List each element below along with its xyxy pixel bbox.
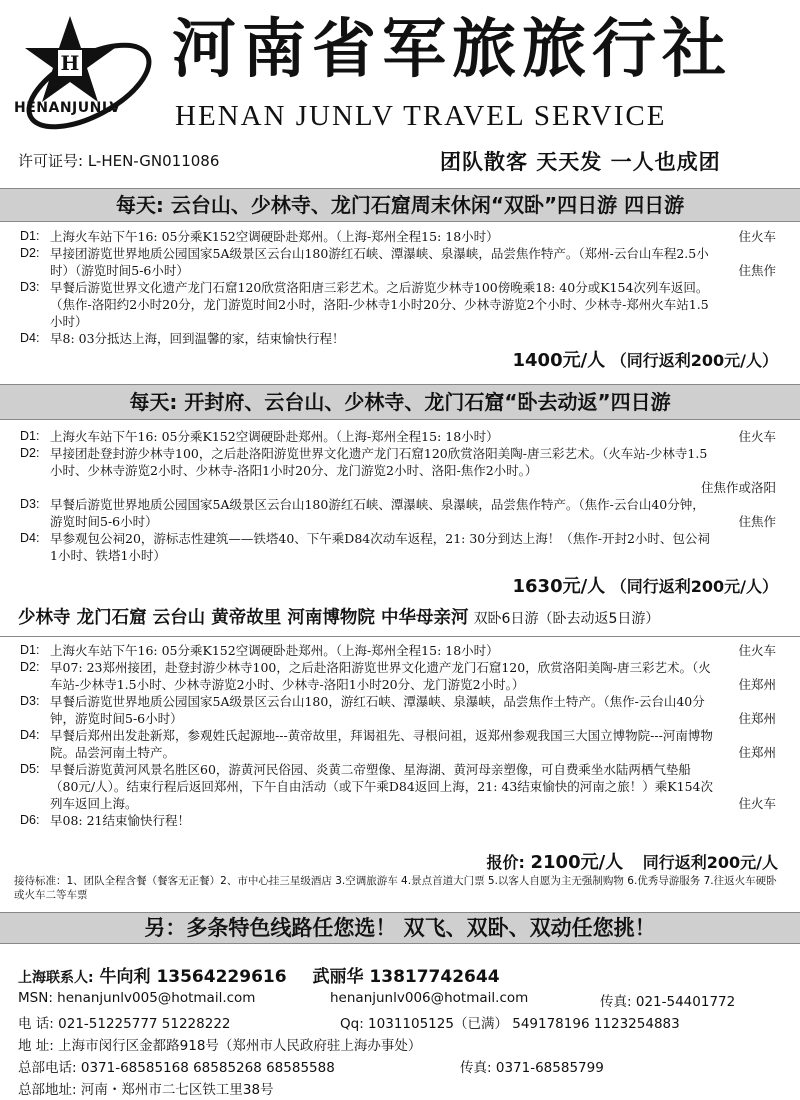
address-label: 地 址: [18,1038,54,1054]
qq-label: Qq: [340,1016,364,1032]
stay-location: 住焦作 [738,514,776,529]
logo-mark: H [60,51,80,75]
day-text: 早餐后郑州出发赴新郑，参观姓氏起源地---黄帝故里，拜谒祖先、寻根问祖，返郑州参观我国三大国立博物院---河南博物院。品尝河南土特产。 [50,728,713,760]
msn-row-2 [330,990,528,1006]
day-text: 早07: 23郑州接团，赴登封游少林寺100，之后赴洛阳游览世界文化遗产龙门石窟120，欣赏洛阳美陶-唐三彩艺术。（火车站-少林寺1.5小时、少林寺游览2小时、少林寺-洛阳1小时20分、龙门游览2小时。） [50,660,711,692]
price-label: 报价: [486,853,525,872]
day-text: 早8: 03分抵达上海，回到温馨的家，结束愉快行程！ [50,331,345,346]
tour1-title: 每天: 云台山、少林寺、龙门石窟周末休闲“双卧”四日游 四日游 [115,193,685,217]
msn-row [18,990,255,1006]
itinerary-row [14,279,786,330]
promo-text: 另：多条特色线路任您选！ 双飞、双卧、双动任您挑！ [144,916,656,940]
star-logo-icon [14,14,164,134]
day-label: D4: [20,728,40,742]
fax-row [600,990,735,1010]
tour3-price [487,848,778,874]
service-standards: 接待标准：1、团队全程含餐（餐客无正餐）2、市中心挂三星级酒店 3.空调旅游车 4.景点首道大门票 5.以客人自愿为主无强制购物 6.优秀导游服务 7.往返火车硬卧或火车二等车票 [14,875,777,901]
day-text: 早餐后游览世界文化遗产龙门石窟120欣赏洛阳唐三彩艺术。之后游览少林寺100傍晚乘18: 40分或K154次列车返回。（焦作-洛阳约2小时20分，龙门游览时间2小时，洛阳-少林寺1小时20分、少林寺游览2个小时、少林寺-郑州火车站1.5小时） [50,280,709,329]
stay-location: 住火车 [738,796,776,811]
stay-location: 住郑州 [738,711,776,726]
slogan: 团队散客 天天发 一人也成团 [440,150,721,174]
phone-label: 电 话: [18,1016,54,1032]
day-label: D4: [20,331,40,345]
company-name-cn: 河南省军旅旅行社 [172,12,732,87]
day-label: D3: [20,694,40,708]
price-value: 1630元/人 [512,576,606,597]
fax-number: 021-54401772 [635,994,736,1010]
price-note: 同行返利200元/人 [642,853,778,872]
promo-band [0,912,800,944]
stay-location: 住火车 [738,643,776,658]
day-text: 上海火车站下午16: 05分乘K152空调硬卧赴郑州。（上海-郑州全程15: 18小时） [50,643,499,658]
day-text: 早餐后游览世界地质公园国家5A级景区云台山180游红石峡、潭瀑峡、泉瀑峡，品尝焦作特产。（焦作-云台山40分钟，游览时间5-6小时） [50,497,705,529]
day-label: D6: [20,813,40,827]
day-label: D5: [20,762,40,776]
hq-fax-number: 0371-68585799 [495,1060,604,1076]
license-number: 许可证号: L-HEN-GN011086 [18,152,220,170]
company-name-en: HENAN JUNLV TRAVEL SERVICE [175,100,667,132]
divider [0,636,800,637]
day-label: D1: [20,229,40,243]
tour1-price [513,346,779,372]
stay-location: 住火车 [738,429,776,444]
contact-person: 牛向利 13564229616 [99,967,287,987]
day-label: D2: [20,446,40,460]
stay-location: 住郑州 [738,745,776,760]
day-text: 早08: 21结束愉快行程！ [50,813,190,828]
day-label: D3: [20,280,40,294]
hq-address-row [18,1078,274,1098]
itinerary-row [14,330,786,347]
phone-number: 021-51225777 51228222 [58,1016,231,1032]
contact-label: 上海联系人: [18,970,94,986]
hq-address-label: 总部地址: [18,1082,77,1098]
tour2-itinerary [14,428,786,564]
stay-location: 住火车 [738,229,776,244]
tour3-title-main: 少林寺 龙门石窟 云台山 黄帝故里 河南博物院 中华母亲河 [18,608,469,628]
itinerary-row [14,530,786,564]
fax-label: 传真: [600,994,632,1010]
msn-account: henanjunlv006@hotmail.com [330,990,529,1006]
address-row [18,1034,421,1054]
price-note: （同行返利200元/人） [610,351,778,370]
itinerary-row [14,727,786,761]
itinerary-row [14,659,786,693]
contact-person: 武丽华 13817742644 [312,967,500,987]
itinerary-row [14,812,786,829]
price-value: 2100元/人 [530,852,624,873]
itinerary-row [14,761,786,812]
day-label: D2: [20,660,40,674]
hq-phone-row [18,1056,335,1076]
itinerary-row [14,642,786,659]
stay-location: 住焦作或洛阳 [700,480,776,495]
tour3-title-suffix: 双卧6日游（卧去动返5日游） [473,611,660,627]
hq-phone-label: 总部电话: [18,1060,77,1076]
day-text: 上海火车站下午16: 05分乘K152空调硬卧赴郑州。（上海-郑州全程15: 18小时） [50,429,499,444]
hq-fax-row [460,1056,604,1076]
itinerary-row [14,428,786,445]
stay-location: 住郑州 [738,677,776,692]
tour3-itinerary [14,642,786,829]
header [0,0,800,174]
day-text: 早餐后游览世界地质公园国家5A级景区云台山180，游红石峡、潭瀑峡、泉瀑峡，品尝焦作土特产。（焦作-云台山40分钟，游览时间5-6小时） [50,694,705,726]
stay-location: 住焦作 [738,263,776,278]
tour2-title: 每天: 开封府、云台山、少林寺、龙门石窟“卧去动返”四日游 [129,390,671,414]
itinerary-row [14,496,786,530]
qq-row [340,1012,680,1032]
logo-text: HENANJUNLV [14,100,121,116]
day-label: D1: [20,643,40,657]
itinerary-row [14,245,786,279]
msn-account: henanjunlv005@hotmail.com [57,990,256,1006]
tour1-title-band [0,188,800,222]
day-text: 早餐后游览黄河风景名胜区60，游黄河民俗园、炎黄二帝塑像、星海湖、黄河母亲塑像，可自费乘坐水陆两栖气垫船（80元/人）。结束行程后返回郑州，下午自由活动（或下午乘D84返回上海，21: 43结束愉快的河南之旅！）乘K154次列车返回上海。 [50,762,713,811]
msn-label: MSN: [18,990,53,1006]
address-value: 上海市闵行区金都路918号（郑州市人民政府驻上海办事处） [58,1038,422,1054]
day-label: D2: [20,246,40,260]
itinerary-row [14,693,786,727]
day-text: 早参观包公祠20，游标志性建筑——铁塔40、下午乘D84次动车返程，21: 30分到达上海！（焦作-开封2小时、包公祠1小时、铁塔1小时） [50,531,710,563]
itinerary-row [14,228,786,245]
price-value: 1400元/人 [512,350,606,371]
day-text: 早接团游览世界地质公园国家5A级景区云台山180游红石峡、潭瀑峡、泉瀑峡，品尝焦作特产。（郑州-云台山车程2.5小时）（游览时间5-6小时） [50,246,709,278]
price-note: （同行返利200元/人） [610,577,778,596]
day-label: D1: [20,429,40,443]
day-text: 上海火车站下午16: 05分乘K152空调硬卧赴郑州。（上海-郑州全程15: 18小时） [50,229,499,244]
hq-phone-number: 0371-68585168 68585268 68585588 [80,1060,335,1076]
phone-row [18,1012,231,1032]
day-label: D3: [20,497,40,511]
tour2-title-band [0,384,800,420]
hq-address-value: 河南・郑州市二七区铁工里38号 [80,1082,274,1098]
shanghai-contacts [18,962,500,987]
hq-fax-label: 传真: [460,1060,492,1076]
itinerary-row [14,445,786,496]
tour3-title [18,604,788,634]
day-label: D4: [20,531,40,545]
day-text: 早接团赴登封游少林寺100，之后赴洛阳游览世界文化遗产龙门石窟120欣赏洛阳美陶-唐三彩艺术。（火车站-少林寺1.5小时、少林寺游览2小时、少林寺-洛阳1小时20分、龙门游览2小时、洛阳-焦作2小时。） [50,446,708,478]
qq-number: 1031105125（已满） 549178196 1123254883 [368,1016,680,1032]
tour2-price [513,572,779,598]
logo [14,14,164,134]
tour1-itinerary [14,228,786,347]
